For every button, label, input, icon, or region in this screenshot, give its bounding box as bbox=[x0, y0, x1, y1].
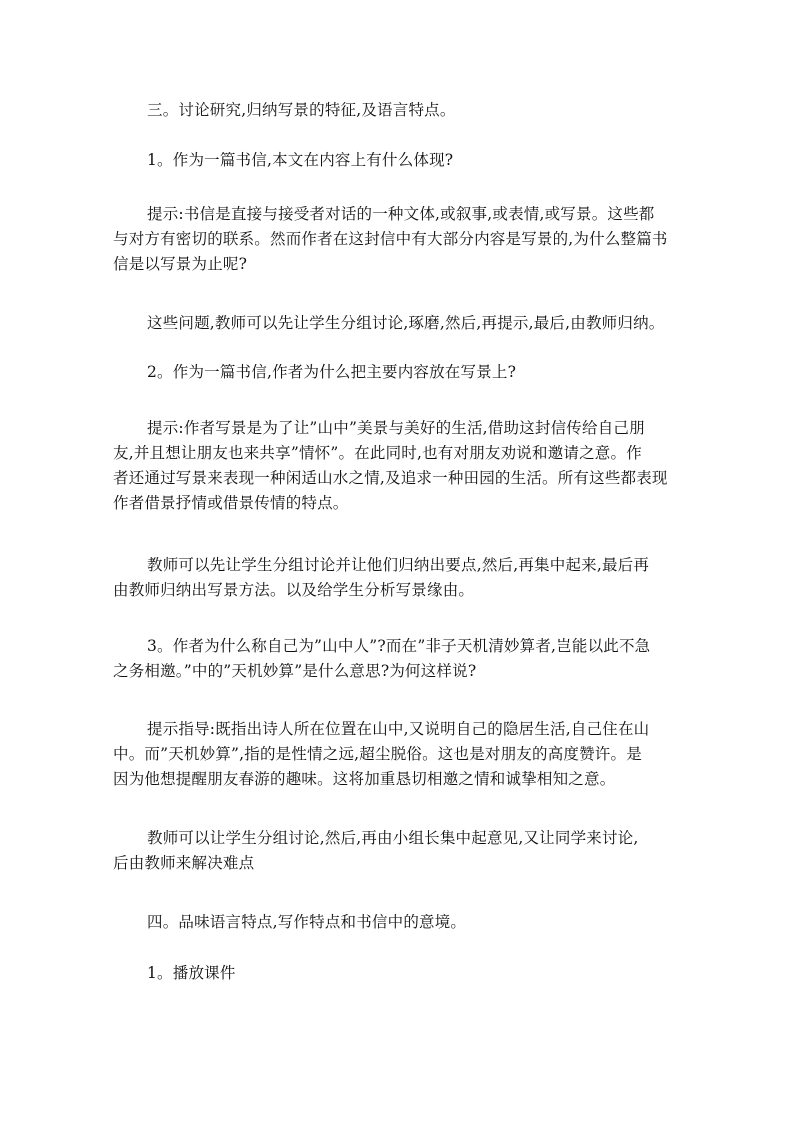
step-1 bbox=[113, 961, 685, 986]
question-3 bbox=[113, 634, 685, 684]
text-line: 四。品味语言特点,写作特点和书信中的意境。 bbox=[147, 913, 467, 931]
text-line: 这些问题,教师可以先让学生分组讨论,琢磨,然后,再提示,最后,由教师归纳。 bbox=[147, 314, 665, 332]
text-line: 由教师归纳出写景方法。以及给学生分析写景缘由。 bbox=[113, 581, 475, 599]
question-1 bbox=[113, 148, 685, 173]
text-line: 3。作者为什么称自己为”山中人”?而在”非子天机清妙算者,岂能以此不急 bbox=[147, 637, 651, 655]
hint-paragraph-1 bbox=[113, 202, 685, 277]
question-2 bbox=[113, 360, 685, 385]
teacher-note-1 bbox=[113, 311, 685, 336]
text-line: 信是以写景为止呢? bbox=[113, 255, 248, 273]
text-line: 提示:作者写景是为了让”山中”美景与美好的生活,借助这封信传给自己朋 bbox=[147, 419, 645, 437]
text-line: 教师可以先让学生分组讨论并让他们归纳出要点,然后,再集中起来,最后再 bbox=[147, 556, 650, 574]
text-line: 作者借景抒情或借景传情的特点。 bbox=[113, 494, 349, 512]
text-line: 因为他想提醒朋友春游的趣味。这将加重恳切相邀之情和诚挚相知之意。 bbox=[113, 770, 616, 788]
text-line: 者还通过写景来表现一种闲适山水之情,及追求一种田园的生活。所有这些都表现 bbox=[113, 469, 668, 487]
text-line: 提示指导:既指出诗人所在位置在山中,又说明自己的隐居生活,自己住在山 bbox=[147, 720, 650, 738]
text-line: 中。而”天机妙算”,指的是性情之远,超尘脱俗。这也是对朋友的高度赞许。是 bbox=[113, 745, 642, 763]
text-line: 2。作为一篇书信,作者为什么把主要内容放在写景上? bbox=[147, 363, 517, 381]
text-line: 教师可以让学生分组讨论,然后,再由小组长集中起意见,又让同学来讨论, bbox=[147, 829, 639, 847]
text-line: 后由教师来解决难点 bbox=[113, 854, 255, 872]
text-line: 1。作为一篇书信,本文在内容上有什么体现? bbox=[147, 151, 454, 169]
text-line: 提示:书信是直接与接受者对话的一种文体,或叙事,或表情,或写景。这些都 bbox=[147, 205, 655, 223]
hint-paragraph-2 bbox=[113, 416, 685, 516]
teacher-note-2 bbox=[113, 553, 685, 603]
hint-paragraph-3 bbox=[113, 717, 685, 792]
text-line: 与对方有密切的联系。然而作者在这封信中有大部分内容是写景的,为什么整篇书 bbox=[113, 230, 668, 248]
section-heading-4 bbox=[113, 910, 685, 935]
text-line: 三。讨论研究,归纳写景的特征,及语言特点。 bbox=[147, 101, 456, 119]
text-line: 之务相邀。”中的”天机妙算”是什么意思?为何这样说? bbox=[113, 662, 477, 680]
teacher-note-3 bbox=[113, 826, 685, 876]
text-line: 友,并且想让朋友也来共享”情怀”。在此同时,也有对朋友劝说和邀请之意。作 bbox=[113, 444, 642, 462]
section-heading-3 bbox=[113, 98, 685, 123]
text-line: 1。播放课件 bbox=[147, 964, 236, 982]
